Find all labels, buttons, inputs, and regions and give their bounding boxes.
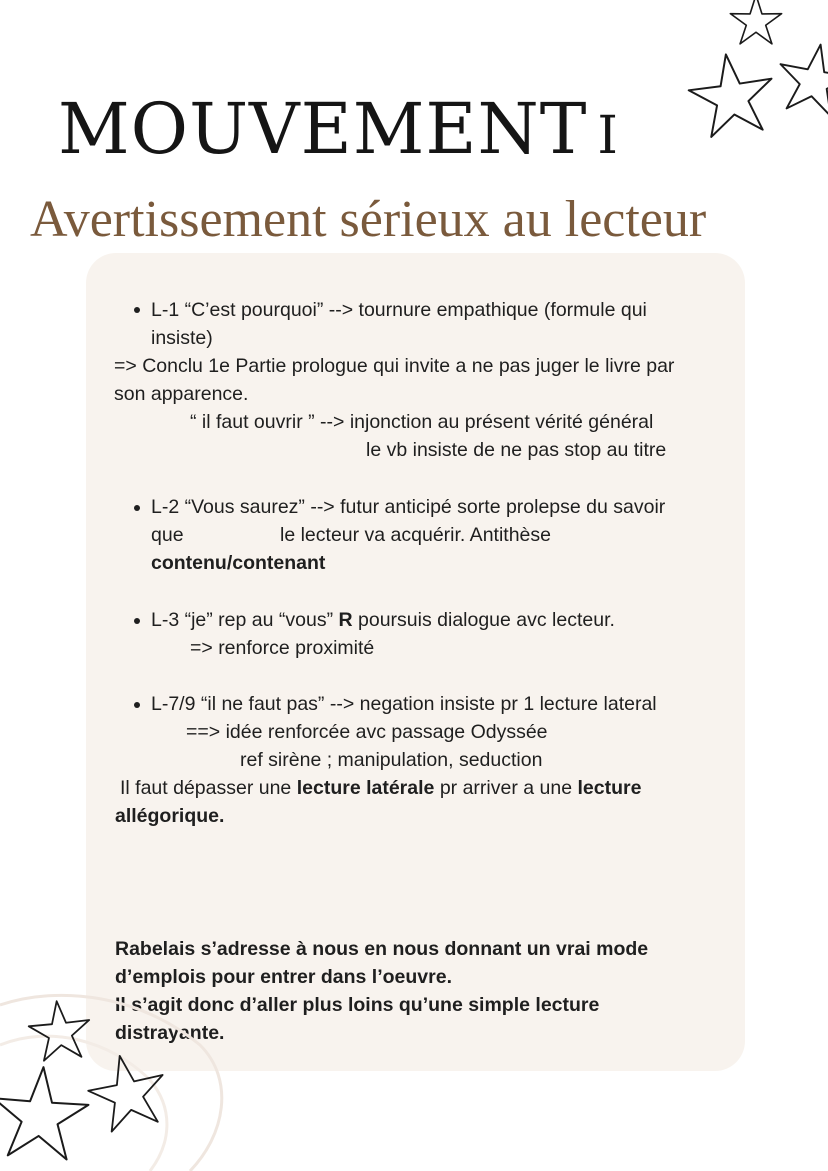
title-main: MOUVEMENT — [58, 88, 588, 170]
star-decoration-bottom-left — [0, 985, 190, 1171]
conclusion-line-1 — [120, 774, 641, 802]
conclusion-text-c: pr arriver a une — [439, 777, 573, 799]
star-icon — [773, 38, 828, 118]
note-item-3-text-a: L-3 “je” rep au “vous” — [151, 609, 334, 631]
note-item-1-sub-1: “ il faut ouvrir ” --> injonction au présent vérité général — [190, 411, 654, 433]
note-item-1-conclusion-1: => Conclu 1e Partie prologue qui invite a ne pas juger le livre par — [114, 355, 675, 377]
note-item-3-text-b: R — [338, 609, 353, 631]
note-item-2-line-2a: que — [151, 524, 184, 546]
conclusion-line-2: allégorique. — [115, 805, 225, 827]
note-item-4-line-3: ref sirène ; manipulation, seduction — [240, 749, 543, 771]
note-item-4-line-2: ==> idée renforcée avc passage Odyssée — [186, 721, 548, 743]
summary-line-2: d’emplois pour entrer dans l’oeuvre. — [115, 966, 452, 988]
page-subtitle: Avertissement sérieux au lecteur — [30, 191, 707, 248]
bullet-2 — [134, 505, 140, 511]
note-item-2-line-3: contenu/contenant — [151, 552, 326, 574]
star-icon — [684, 49, 778, 139]
note-item-4-line-1: L-7/9 “il ne faut pas” --> negation insiste pr 1 lecture lateral — [151, 693, 657, 715]
star-icon — [26, 998, 93, 1062]
note-item-3-line-1 — [151, 606, 615, 634]
bullet-4 — [134, 702, 140, 708]
note-item-2-line-1: L-2 “Vous saurez” --> futur anticipé sorte prolepse du savoir — [151, 496, 666, 518]
note-item-1-conclusion-2: son apparence. — [114, 383, 249, 405]
star-icon — [83, 1048, 172, 1135]
summary-line-1: Rabelais s’adresse à nous en nous donnant un vrai mode — [115, 938, 649, 960]
star-icon — [730, 0, 781, 44]
note-item-1-sub-2: le vb insiste de ne pas stop au titre — [366, 439, 667, 461]
conclusion-text-a: Il faut dépasser une — [120, 777, 292, 799]
title-number: I — [597, 106, 619, 166]
note-item-2-line-2b: le lecteur va acquérir. Antithèse — [280, 524, 551, 546]
summary-line-3: Il s’agit donc d’aller plus loins qu’une simple lecture — [115, 994, 600, 1016]
note-item-3-text-c: poursuis dialogue avc lecteur. — [358, 609, 615, 631]
bullet-1 — [134, 307, 140, 313]
conclusion-text-b: lecture latérale — [296, 777, 435, 799]
page-title — [58, 88, 619, 170]
note-item-1-line-1: L-1 “C’est pourquoi” --> tournure empathique (formule qui — [151, 299, 647, 321]
bullet-3 — [134, 618, 140, 624]
conclusion-text-d: lecture — [577, 777, 642, 799]
star-decoration-top-right — [680, 0, 828, 150]
note-item-1-line-2: insiste) — [151, 327, 213, 349]
star-icon — [0, 1064, 91, 1161]
note-item-3-line-2: => renforce proximité — [190, 637, 375, 659]
summary-line-4: distrayante. — [115, 1022, 225, 1044]
